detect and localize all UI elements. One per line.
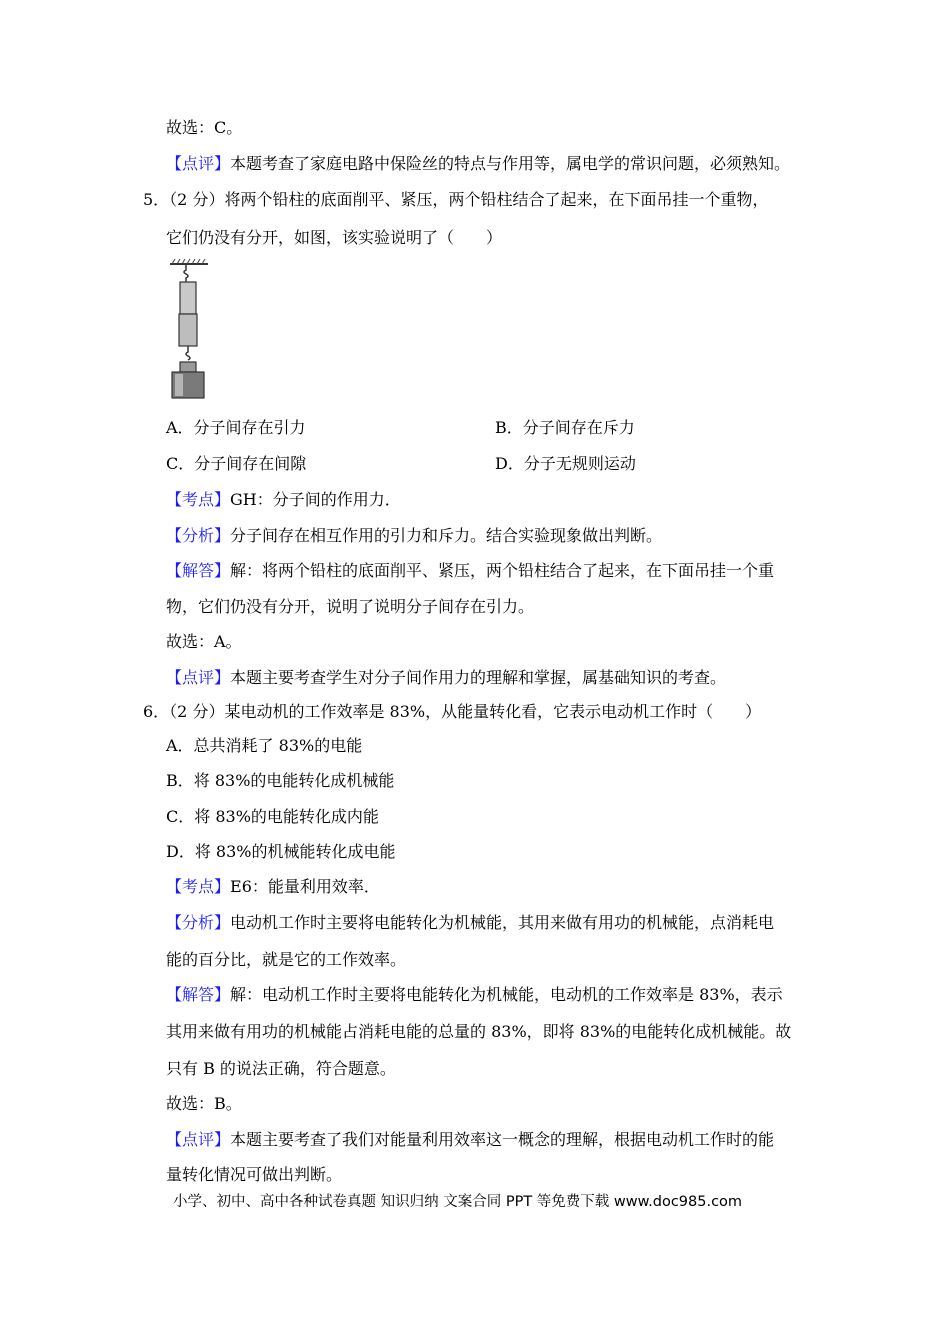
- jieda-tag: 【解答】: [166, 985, 231, 1004]
- lower-hook-icon: [186, 346, 190, 360]
- q6-fenxi-line2: 能的百分比，就是它的工作效率。: [166, 950, 407, 969]
- fenxi-tag: 【分析】: [166, 526, 231, 545]
- q5-option-b: B．分子间存在斥力: [495, 418, 635, 437]
- q6-fenxi-line1: [166, 913, 774, 933]
- q6-option-a: A．总共消耗了 83%的电能: [166, 736, 363, 755]
- kaodian-tag: 【考点】: [166, 877, 231, 896]
- jieda-tag: 【解答】: [166, 561, 231, 580]
- q4-choice: 故选：C。: [166, 118, 243, 137]
- q5-stem-line1: 5．（2 分）将两个铅柱的底面削平、紧压，两个铅柱结合了起来，在下面吊挂一个重物，: [143, 190, 769, 209]
- q5-stem-line2: 它们仍没有分开，如图，该实验说明了（ ）: [166, 228, 503, 247]
- review-text: 本题主要考查了我们对能量利用效率这一概念的理解，根据电动机工作时的能: [230, 1130, 775, 1149]
- kaodian-text: E6：能量利用效率．: [230, 877, 380, 896]
- fenxi-tag: 【分析】: [166, 913, 231, 932]
- hook-icon: [184, 265, 188, 282]
- lead-cylinders-figure: [166, 258, 212, 400]
- page-footer: 小学、初中、高中各种试卷真题 知识归纳 文案合同 PPT 等免费下载 www.doc985.com: [173, 1194, 743, 1210]
- q6-review-line2: 量转化情况可做出判断。: [166, 1165, 343, 1184]
- review-text: 本题考查了家庭电路中保险丝的特点与作用等，属电学的常识问题，必须熟知。: [230, 154, 791, 173]
- q5-jieda-line1: [166, 561, 774, 581]
- lower-lead-cylinder: [179, 314, 197, 346]
- q5-choice: 故选：A。: [166, 632, 242, 651]
- fenxi-text: 分子间存在相互作用的引力和斥力。结合实验现象做出判断。: [230, 526, 663, 545]
- q5-fenxi: [166, 526, 662, 546]
- review-tag: 【点评】: [166, 668, 231, 687]
- review-tag: 【点评】: [166, 1130, 231, 1149]
- q6-review-line1: [166, 1130, 774, 1150]
- q5-review: [166, 668, 726, 688]
- q6-jieda-line2: 其用来做有用功的机械能占消耗电能的总量的 83%，即将 83%的电能转化成机械能。故: [166, 1022, 792, 1041]
- q6-kaodian: [166, 877, 380, 897]
- q6-stem: 6．（2 分）某电动机的工作效率是 83%，从能量转化看，它表示电动机工作时（ ）: [143, 702, 762, 721]
- q6-jieda-line1: [166, 985, 783, 1005]
- q6-choice: 故选：B。: [166, 1094, 242, 1113]
- q5-option-d: D．分子无规则运动: [495, 454, 636, 473]
- q4-review: [166, 154, 790, 174]
- q6-option-c: C．将 83%的电能转化成内能: [166, 807, 379, 826]
- q6-jieda-line3: 只有 B 的说法正确，符合题意。: [166, 1059, 396, 1078]
- kaodian-text: GH：分子间的作用力．: [230, 490, 401, 509]
- jieda-text: 解：将两个铅柱的底面削平、紧压，两个铅柱结合了起来，在下面吊挂一个重: [230, 561, 775, 580]
- weight: [172, 362, 204, 398]
- q6-option-b: B．将 83%的电能转化成机械能: [166, 771, 395, 790]
- review-text: 本题主要考查学生对分子间作用力的理解和掌握，属基础知识的考查。: [230, 668, 727, 687]
- jieda-text: 解：电动机工作时主要将电能转化为机械能，电动机的工作效率是 83%，表示: [230, 985, 783, 1004]
- fenxi-text: 电动机工作时主要将电能转化为机械能，其用来做有用功的机械能，点消耗电: [230, 913, 775, 932]
- q6-option-d: D．将 83%的机械能转化成电能: [166, 842, 396, 861]
- q5-kaodian: [166, 490, 401, 510]
- ceiling-support: [170, 259, 208, 264]
- kaodian-tag: 【考点】: [166, 490, 231, 509]
- review-tag: 【点评】: [166, 154, 231, 173]
- q5-option-c: C．分子间存在间隙: [166, 454, 307, 473]
- q5-jieda-line2: 物，它们仍没有分开，说明了说明分子间存在引力。: [166, 597, 535, 616]
- upper-lead-cylinder: [180, 282, 196, 314]
- q5-option-a: A．分子间存在引力: [166, 418, 306, 437]
